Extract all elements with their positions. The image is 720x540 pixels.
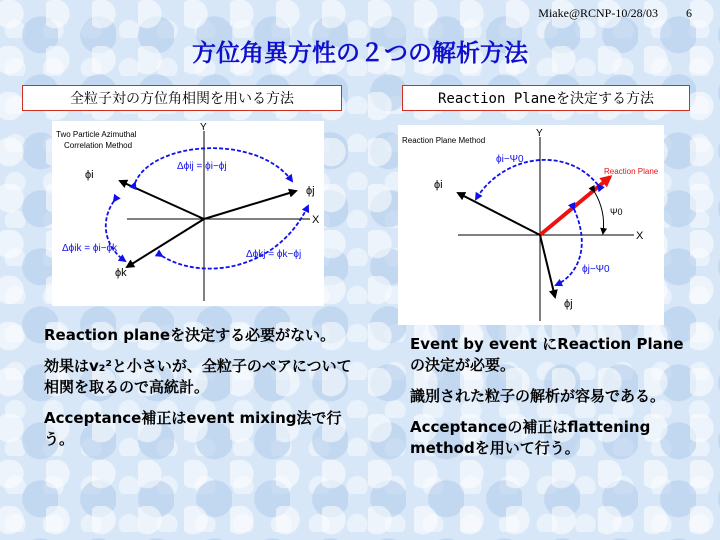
reaction-plane-svg bbox=[398, 125, 664, 325]
psi0-label: Ψ0 bbox=[610, 207, 623, 217]
right-bullet-2: 識別された粒子の解析が容易である。 bbox=[410, 387, 666, 405]
axis-x-label: X bbox=[312, 214, 320, 226]
arc-psi0 bbox=[594, 191, 604, 233]
left-method-heading: 全粒子対の方位角相関を用いる方法 bbox=[22, 85, 342, 111]
left-bullet-3: Acceptance補正はevent mixing法で行う。 bbox=[44, 409, 342, 448]
dphi-kj-label: Δϕkj = ϕk−ϕj bbox=[246, 249, 302, 260]
dphi-j-label: ϕj−Ψ0 bbox=[582, 264, 610, 275]
author-date: Miake@RCNP-10/28/03 bbox=[538, 6, 658, 20]
caption: Reaction Plane Method bbox=[402, 136, 486, 145]
phi-k-label: ϕk bbox=[115, 267, 127, 279]
reaction-plane-vector bbox=[540, 177, 610, 235]
phi-j-vector bbox=[540, 235, 555, 297]
arc-phi-i bbox=[476, 160, 598, 199]
left-bullet-1: Reaction planeを決定する必要がない。 bbox=[44, 326, 336, 344]
dphi-i-label: ϕi−Ψ0 bbox=[496, 154, 524, 165]
right-bullets bbox=[410, 334, 690, 469]
axis-x-label: X bbox=[636, 230, 644, 242]
right-bullet-1: Event by event にReaction Plane の決定が必要。 bbox=[410, 335, 684, 374]
caption-line2: Correlation Method bbox=[64, 141, 133, 150]
dphi-ik-label: Δϕik = ϕi−ϕk bbox=[62, 243, 118, 254]
phi-k-vector bbox=[127, 219, 204, 267]
right-method-heading: Reaction Planeを決定する方法 bbox=[402, 85, 690, 111]
rp-label: Reaction Plane bbox=[604, 167, 659, 176]
phi-i-label: ϕi bbox=[85, 169, 94, 181]
phi-j-label: ϕj bbox=[564, 298, 573, 310]
phi-i-vector bbox=[120, 181, 204, 219]
two-particle-svg bbox=[52, 121, 324, 306]
two-particle-diagram bbox=[52, 121, 324, 306]
phi-i-label: ϕi bbox=[434, 179, 443, 191]
dphi-ij-label: Δϕij = ϕi−ϕj bbox=[177, 161, 227, 172]
page-number: 6 bbox=[686, 6, 692, 20]
phi-j-vector bbox=[204, 191, 296, 219]
axis-y-label: Y bbox=[536, 128, 543, 139]
right-bullet-3: Acceptanceの補正はflattening methodを用いて行う。 bbox=[410, 418, 651, 457]
phi-i-vector bbox=[458, 193, 540, 235]
axis-y-label: Y bbox=[200, 122, 207, 133]
reaction-plane-diagram bbox=[398, 125, 664, 325]
left-bullets bbox=[44, 325, 354, 460]
phi-j-label: ϕj bbox=[306, 185, 315, 197]
caption-line1: Two Particle Azimuthal bbox=[56, 130, 137, 139]
left-bullet-2: 効果はv₂²と小さいが、全粒子のペアについて相関を取るので高統計。 bbox=[44, 357, 352, 396]
slide-header bbox=[510, 6, 692, 21]
slide-title: 方位角異方性の２つの解析方法 bbox=[192, 39, 528, 67]
